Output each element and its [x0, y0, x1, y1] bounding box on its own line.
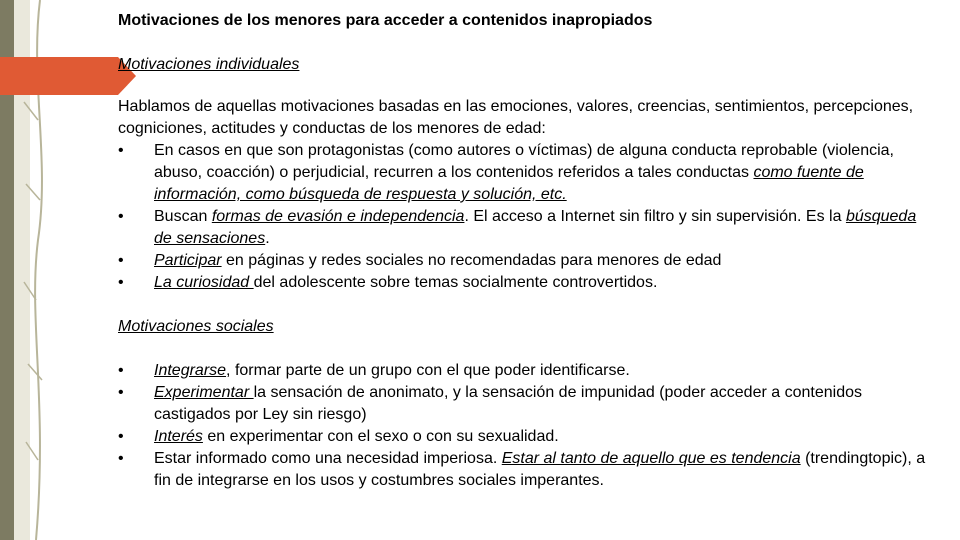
list-item — [118, 426, 938, 448]
bullet-glyph: • — [118, 450, 124, 467]
item-text: en páginas y redes sociales no recomendadas para menores de edad — [221, 252, 722, 269]
bullet-glyph: • — [118, 428, 124, 445]
item-emphasis: Interés — [154, 428, 203, 445]
list-item — [118, 382, 938, 426]
item-text: . — [265, 230, 270, 247]
list-item — [118, 250, 938, 272]
item-text: del adolescente sobre temas socialmente controvertidos. — [253, 274, 658, 291]
list-item — [118, 360, 938, 382]
item-text: , formar parte de un grupo con el que poder identificarse. — [226, 362, 630, 379]
intro-paragraph: Hablamos de aquellas motivaciones basadas en las emociones, valores, creencias, sentimientos, percepciones, cogniciones, actitudes y conductas de los menores de edad: — [118, 98, 914, 137]
individual-list — [118, 140, 938, 294]
bullet-glyph: • — [118, 142, 124, 159]
heading-individual: Motivaciones individuales — [118, 56, 300, 73]
list-item — [118, 272, 938, 294]
item-text: Estar informado como una necesidad imperiosa. — [154, 450, 502, 467]
item-text: la sensación de anonimato, y la sensación de impunidad (poder acceder a contenidos castigados por Ley sin riesgo) — [154, 384, 862, 423]
social-list — [118, 360, 938, 492]
slide-title: Motivaciones de los menores para acceder a contenidos inapropiados — [118, 12, 653, 29]
item-emphasis: Participar — [154, 252, 222, 269]
item-text: en experimentar con el sexo o con su sexualidad. — [202, 428, 559, 445]
bullet-glyph: • — [118, 252, 124, 269]
item-emphasis: Estar al tanto de aquello que es tendencia — [501, 450, 801, 467]
item-emphasis: como fuente de información, como búsqueda de respuesta y solución, etc. — [154, 164, 864, 203]
bullet-glyph: • — [118, 384, 124, 401]
item-emphasis: La curiosidad — [154, 274, 254, 291]
heading-social: Motivaciones sociales — [118, 318, 274, 335]
accent-bar — [0, 57, 118, 95]
item-emphasis: formas de evasión e independencia — [211, 208, 465, 225]
spacer — [118, 338, 938, 360]
list-item — [118, 206, 938, 250]
item-emphasis: búsqueda de sensaciones — [154, 208, 917, 247]
item-emphasis: Experimentar — [154, 384, 254, 401]
item-text: En casos en que son protagonistas (como autores o víctimas) de alguna conducta reprobable (violencia, abuso, coacción) o perjudicial, recurren a los contenidos referidos a tales conductas — [154, 142, 894, 181]
list-item — [118, 448, 938, 492]
bullet-glyph: • — [118, 274, 124, 291]
item-text: Buscan — [154, 208, 212, 225]
item-emphasis: Integrarse — [154, 362, 227, 379]
list-item — [118, 140, 938, 206]
bullet-glyph: • — [118, 208, 124, 225]
bullet-glyph: • — [118, 362, 124, 379]
item-text: . El acceso a Internet sin filtro y sin supervisión. Es la — [464, 208, 846, 225]
item-text: (trendingtopic), a fin de integrarse en los usos y costumbres sociales imperantes. — [154, 450, 926, 489]
slide-content — [118, 10, 938, 492]
